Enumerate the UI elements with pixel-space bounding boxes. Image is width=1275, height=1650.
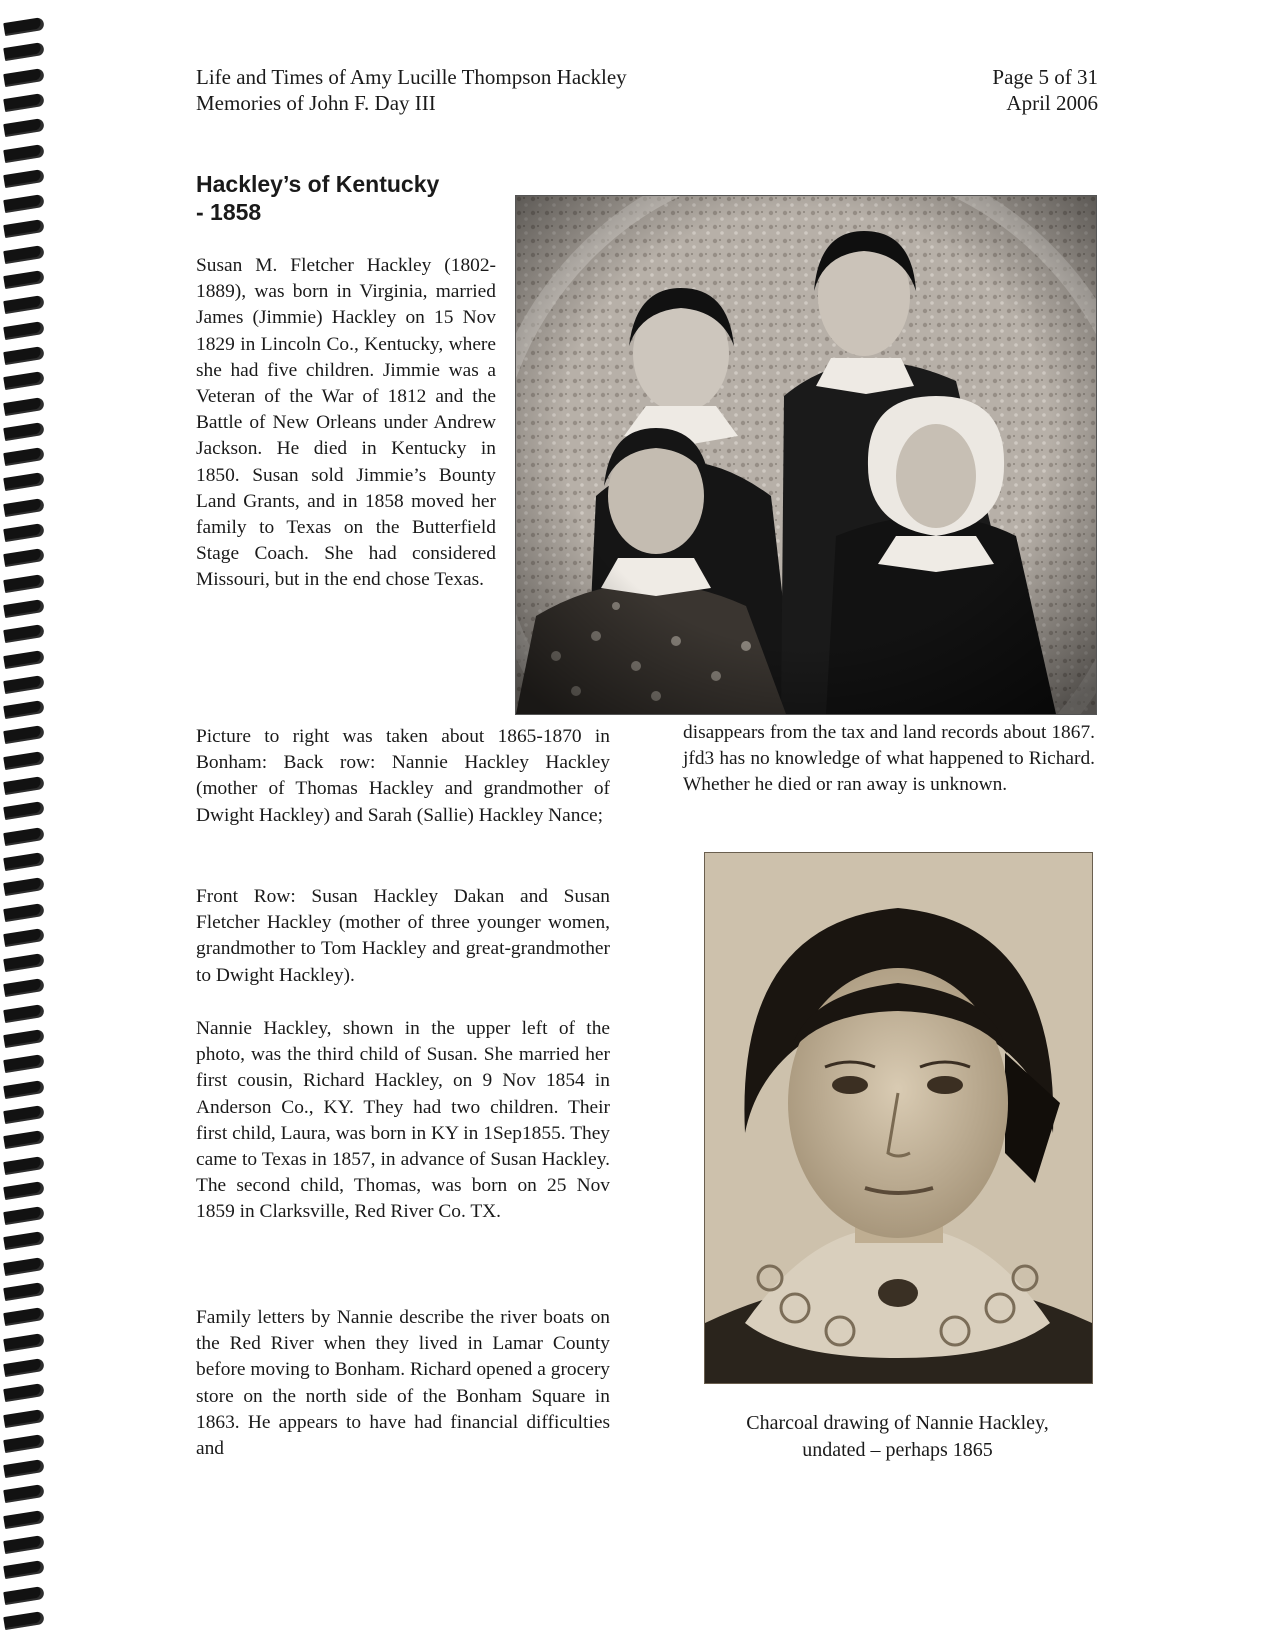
- spiral-coil: [3, 1054, 45, 1073]
- spiral-coil: [3, 396, 45, 415]
- spiral-coil: [3, 447, 45, 466]
- spiral-coil: [3, 1206, 45, 1225]
- spiral-coil: [3, 1459, 45, 1478]
- spiral-coil: [3, 245, 45, 264]
- spiral-coil: [3, 548, 45, 567]
- spiral-coil: [3, 624, 45, 643]
- spiral-coil: [3, 1333, 45, 1352]
- spiral-coil: [3, 1105, 45, 1124]
- charcoal-drawing: [704, 852, 1093, 1384]
- spiral-coil: [3, 928, 45, 947]
- front-row-paragraph: Front Row: Susan Hackley Dakan and Susan Fletcher Hackley (mother of three younger women, grandmother to Tom Hackley and great-grandmother to Dwight Hackley).: [196, 886, 610, 986]
- spiral-coil: [3, 725, 45, 744]
- drawing-caption-line-2: undated – perhaps 1865: [802, 1439, 993, 1461]
- spiral-coil: [3, 1510, 45, 1529]
- spiral-coil: [3, 1586, 45, 1605]
- spiral-coil: [3, 1155, 45, 1174]
- spiral-coil: [3, 143, 45, 162]
- spiral-coil: [3, 978, 45, 997]
- spiral-coil: [3, 1130, 45, 1149]
- spiral-coil: [3, 1358, 45, 1377]
- header-title-block: [196, 64, 627, 116]
- charcoal-portrait-illustration: [705, 853, 1092, 1383]
- section-heading: [196, 170, 486, 226]
- spiral-coil: [3, 1383, 45, 1402]
- spiral-coil: [3, 1181, 45, 1200]
- spiral-coil: [3, 371, 45, 390]
- section-heading-line-2: - 1858: [196, 199, 262, 225]
- spiral-coil: [3, 1484, 45, 1503]
- back-row-paragraph: Picture to right was taken about 1865-1870 in Bonham: Back row: Nannie Hackley Hackley (mother of Thomas Hackley and grandmother of Dwight Hackley) and Sarah (Sallie) Hackley Nance;: [196, 726, 610, 826]
- spiral-coil: [3, 776, 45, 795]
- spiral-coil: [3, 498, 45, 517]
- spiral-coil: [3, 270, 45, 289]
- spiral-coil: [3, 422, 45, 441]
- nannie-paragraph: Nannie Hackley, shown in the upper left of the photo, was the third child of Susan. She married her first cousin, Richard Hackley, on 9 Nov 1854 in Anderson Co., KY. They had two children. Their first child, Laura, was born in KY in 1Sep1855. They came to Texas in 1857, in advance of Susan Hackley. The second child, Thomas, was born on 25 Nov 1859 in Clarksville, Red River Co. TX.: [196, 1018, 610, 1223]
- header-book-title: Life and Times of Amy Lucille Thompson Hackley: [196, 65, 627, 89]
- spiral-coil: [3, 118, 45, 137]
- spiral-coil: [3, 194, 45, 213]
- spiral-coil: [3, 1611, 45, 1630]
- spiral-coil: [3, 1535, 45, 1554]
- spiral-coil: [3, 1282, 45, 1301]
- spiral-coil: [3, 169, 45, 188]
- section-heading-line-1: Hackley’s of Kentucky: [196, 171, 440, 197]
- spiral-coil: [3, 827, 45, 846]
- spiral-coil: [3, 1231, 45, 1250]
- spiral-coil: [3, 1560, 45, 1579]
- header-page-info: [992, 64, 1098, 116]
- spiral-coil: [3, 1080, 45, 1099]
- spiral-coil: [3, 1257, 45, 1276]
- spiral-coil: [3, 902, 45, 921]
- spiral-coil: [3, 649, 45, 668]
- family-group-photo: [515, 195, 1097, 715]
- page-number: Page 5 of 31: [992, 65, 1098, 89]
- family-letters-paragraph: Family letters by Nannie describe the river boats on the Red River when they lived in Lamar County before moving to Bonham. Richard opened a grocery store on the north side of the Bonham Square in 1863. He appears to have had financial difficulties and: [196, 1307, 610, 1460]
- spiral-coil: [3, 321, 45, 340]
- spiral-coil: [3, 751, 45, 770]
- spiral-coil: [3, 574, 45, 593]
- header-date: April 2006: [1006, 91, 1098, 115]
- spiral-coil: [3, 68, 45, 87]
- spiral-coil: [3, 599, 45, 618]
- spiral-coil: [3, 219, 45, 238]
- spiral-coil: [3, 1307, 45, 1326]
- intro-paragraph: Susan M. Fletcher Hackley (1802-1889), was born in Virginia, married James (Jimmie) Hackley on 15 Nov 1829 in Lincoln Co., Kentucky, where she had five children. Jimmie was a Veteran of the War of 1812 and the Battle of New Orleans under Andrew Jackson. He died in Kentucky in 1850. Susan sold Jimmie’s Bounty Land Grants, and in 1858 moved her family to Texas on the Butterfield Stage Coach. She had considered Missouri, but in the end chose Texas.: [196, 255, 496, 591]
- drawing-caption: [680, 1410, 1115, 1464]
- spiral-coil: [3, 1004, 45, 1023]
- spiral-coil: [3, 346, 45, 365]
- drawing-caption-line-1: Charcoal drawing of Nannie Hackley,: [746, 1412, 1049, 1434]
- spiral-coil: [3, 1029, 45, 1048]
- spiral-binding: [0, 20, 52, 1630]
- spiral-coil: [3, 1434, 45, 1453]
- spiral-coil: [3, 295, 45, 314]
- spiral-coil: [3, 801, 45, 820]
- spiral-coil: [3, 852, 45, 871]
- spiral-coil: [3, 877, 45, 896]
- continued-paragraph: disappears from the tax and land records about 1867. jfd3 has no knowledge of what happened to Richard. Whether he died or ran away is unknown.: [683, 722, 1095, 796]
- spiral-coil: [3, 42, 45, 61]
- spiral-coil: [3, 1408, 45, 1427]
- spiral-coil: [3, 700, 45, 719]
- header-subtitle: Memories of John F. Day III: [196, 91, 436, 115]
- family-photo-illustration: [516, 196, 1096, 714]
- spiral-coil: [3, 93, 45, 112]
- spiral-coil: [3, 523, 45, 542]
- spiral-coil: [3, 953, 45, 972]
- spiral-coil: [3, 472, 45, 491]
- spiral-coil: [3, 17, 45, 36]
- spiral-coil: [3, 675, 45, 694]
